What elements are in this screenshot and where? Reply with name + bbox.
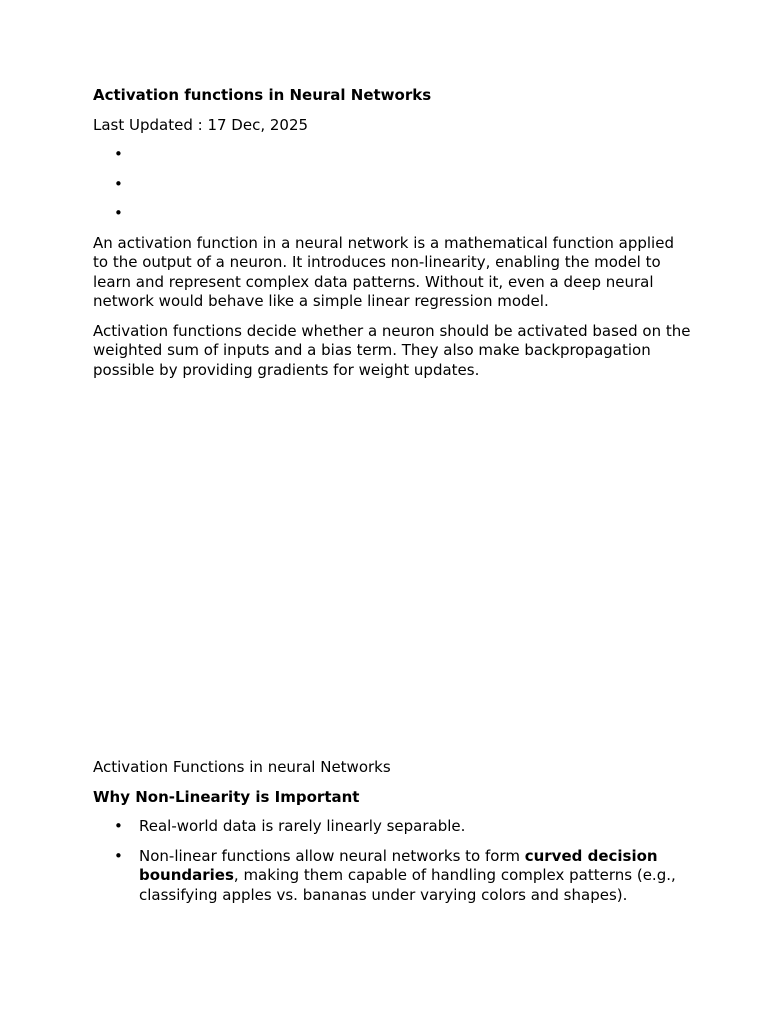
last-updated-date: Last Updated : 17 Dec, 2025 — [93, 115, 309, 134]
intro-paragraph: An activation function in a neural network is a mathematical function applied to the output of a neuron. It introduces non-linearity, enabling the model to learn and represent complex data patterns. Without it, even a deep neural network would behave like a simple linear regression model. — [93, 233, 674, 310]
list-item — [93, 847, 693, 906]
list-item — [93, 817, 693, 837]
bullet-icon: • — [114, 817, 123, 835]
empty-list-item — [93, 145, 693, 165]
bullet-icon: • — [114, 145, 123, 163]
bullet-icon: • — [114, 204, 123, 222]
nonlinearity-points-list — [93, 817, 693, 905]
details-paragraph: Activation functions decide whether a neuron should be activated based on the weighted sum of inputs and a bias term. They also make backpropagation possible by providing gradients for weight updates. — [93, 321, 691, 379]
list-item-text-end: , making them capable of handling complex patterns (e.g., classifying apples vs. bananas under varying colors and shapes). — [139, 866, 676, 904]
empty-list-item — [93, 204, 693, 224]
list-item-text-start: Non-linear functions allow neural networks to form — [139, 846, 525, 865]
figure-caption: Activation Functions in neural Networks — [93, 758, 391, 776]
article-title: Activation functions in Neural Networks — [93, 86, 432, 104]
section-heading: Why Non-Linearity is Important — [93, 787, 360, 806]
article-content — [93, 86, 693, 915]
empty-list-item — [93, 175, 693, 195]
figure-placeholder — [93, 390, 693, 758]
bullet-icon: • — [114, 846, 123, 865]
list-item-bold-phrase: curved decision boundaries — [139, 846, 658, 884]
list-item-text: Real-world data is rarely linearly separable. — [139, 817, 466, 835]
empty-bullet-list — [93, 145, 693, 224]
bullet-icon: • — [114, 174, 123, 193]
